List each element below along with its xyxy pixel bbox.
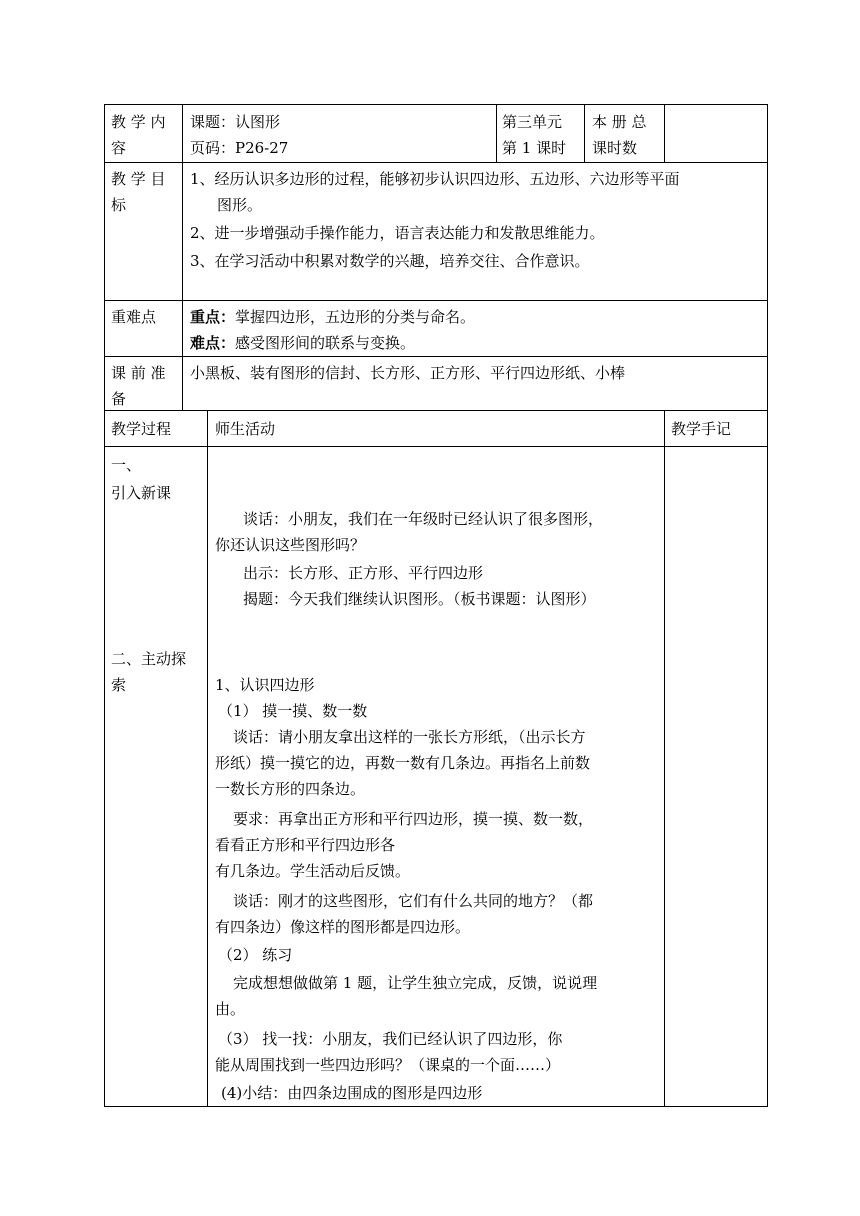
activity-line: 看看正方形和平行四边形各 bbox=[215, 836, 396, 854]
total-lessons-line1: 本 册 总 bbox=[592, 113, 647, 131]
activity-line: 揭题：今天我们继续认识图形。（板书课题：认图形） bbox=[243, 590, 596, 608]
table-border-left bbox=[104, 104, 105, 1107]
focus-text: 掌握四边形，五边形的分类与命名。 bbox=[235, 308, 476, 326]
difficulty-label: 难点： bbox=[190, 334, 236, 352]
focus-line bbox=[190, 304, 475, 330]
activity-line: （1） 摸一摸、数一数 bbox=[218, 702, 368, 720]
goals-label-line1: 教 学 目 bbox=[111, 170, 166, 188]
table-rule bbox=[104, 300, 768, 301]
activity-line: (4)小结：由四条边围成的图形是四边形 bbox=[221, 1084, 483, 1102]
page-range: 页码：P26-27 bbox=[190, 139, 289, 157]
goal-item: 图形。 bbox=[217, 196, 263, 214]
preparation-label-line1: 课 前 准 bbox=[111, 364, 166, 382]
activity-line: （2） 练习 bbox=[218, 946, 293, 964]
stage-1-title: 引入新课 bbox=[111, 484, 172, 502]
goal-item: 1、经历认识多边形的过程，能够初步认识四边形、五边形、六边形等平面 bbox=[190, 170, 680, 188]
activity-line: 1、认识四边形 bbox=[215, 676, 315, 694]
unit-label: 第三单元 bbox=[502, 113, 563, 131]
difficulty-text: 感受图形间的联系与变换。 bbox=[235, 334, 416, 352]
preparation-text: 小黑板、装有图形的信封、长方形、正方形、平行四边形纸、小棒 bbox=[190, 364, 626, 382]
process-column-header: 教学过程 bbox=[111, 420, 172, 438]
goal-item: 3、在学习活动中积累对数学的兴趣，培养交往、合作意识。 bbox=[190, 252, 590, 270]
table-border-top bbox=[104, 104, 768, 105]
notes-column-header: 教学手记 bbox=[671, 420, 732, 438]
activity-line: 一数长方形的四条边。 bbox=[215, 780, 366, 798]
activity-line: 有四条边）像这样的图形都是四边形。 bbox=[215, 918, 471, 936]
table-rule bbox=[104, 446, 768, 447]
table-rule bbox=[664, 410, 665, 1107]
table-rule bbox=[182, 104, 183, 410]
activity-line: 你还认识这些图形吗？ bbox=[215, 536, 366, 554]
activity-line: 谈话：请小朋友拿出这样的一张长方形纸，（出示长方 bbox=[233, 728, 586, 746]
goal-item: 2、进一步增强动手操作能力，语言表达能力和发散思维能力。 bbox=[190, 224, 605, 242]
lesson-number: 第 1 课时 bbox=[502, 139, 567, 157]
activity-line: 由。 bbox=[215, 1000, 246, 1018]
activity-line: 谈话：刚才的这些图形，它们有什么共同的地方？（都 bbox=[233, 892, 594, 910]
activity-line: 出示：长方形、正方形、平行四边形 bbox=[243, 564, 484, 582]
activity-line: 形纸）摸一摸它的边，再数一数有几条边。再指名上前数 bbox=[215, 754, 591, 772]
table-rule bbox=[104, 410, 768, 411]
goals-label-line2: 标 bbox=[111, 196, 127, 214]
table-rule bbox=[104, 356, 768, 357]
activity-line: 谈话：小朋友，我们在一年级时已经认识了很多图形， bbox=[243, 510, 604, 528]
table-rule bbox=[207, 410, 208, 1107]
key-points-label: 重难点 bbox=[111, 308, 157, 326]
content-label-line2: 容 bbox=[111, 139, 127, 157]
stage-2-title-line2: 索 bbox=[111, 676, 127, 694]
activity-line: 要求：再拿出正方形和平行四边形，摸一摸、数一数， bbox=[233, 810, 594, 828]
stage-1-number: 一、 bbox=[111, 456, 142, 474]
stage-2-title-line1: 二、主动探 bbox=[111, 650, 187, 668]
activity-line: 完成想想做做第 1 题，让学生独立完成，反馈，说说理 bbox=[233, 974, 598, 992]
activity-line: 有几条边。学生活动后反馈。 bbox=[215, 862, 411, 880]
preparation-label-line2: 备 bbox=[111, 390, 127, 408]
difficulty-line bbox=[190, 330, 415, 356]
table-border-bottom bbox=[104, 1106, 768, 1107]
table-rule bbox=[496, 104, 497, 162]
activity-line: （3） 找一找：小朋友，我们已经认识了四边形，你 bbox=[218, 1030, 563, 1048]
content-label-line1: 教 学 内 bbox=[111, 113, 166, 131]
table-rule bbox=[664, 104, 665, 162]
lesson-topic: 课题：认图形 bbox=[190, 113, 281, 131]
activity-line: 能从周围找到一些四边形吗？（课桌的一个面……） bbox=[215, 1056, 561, 1074]
activity-column-header: 师生活动 bbox=[215, 420, 276, 438]
total-lessons-line2: 课时数 bbox=[592, 139, 638, 157]
table-rule bbox=[104, 162, 768, 163]
focus-label: 重点： bbox=[190, 308, 236, 326]
table-border-right bbox=[767, 104, 768, 1107]
table-rule bbox=[584, 104, 585, 162]
